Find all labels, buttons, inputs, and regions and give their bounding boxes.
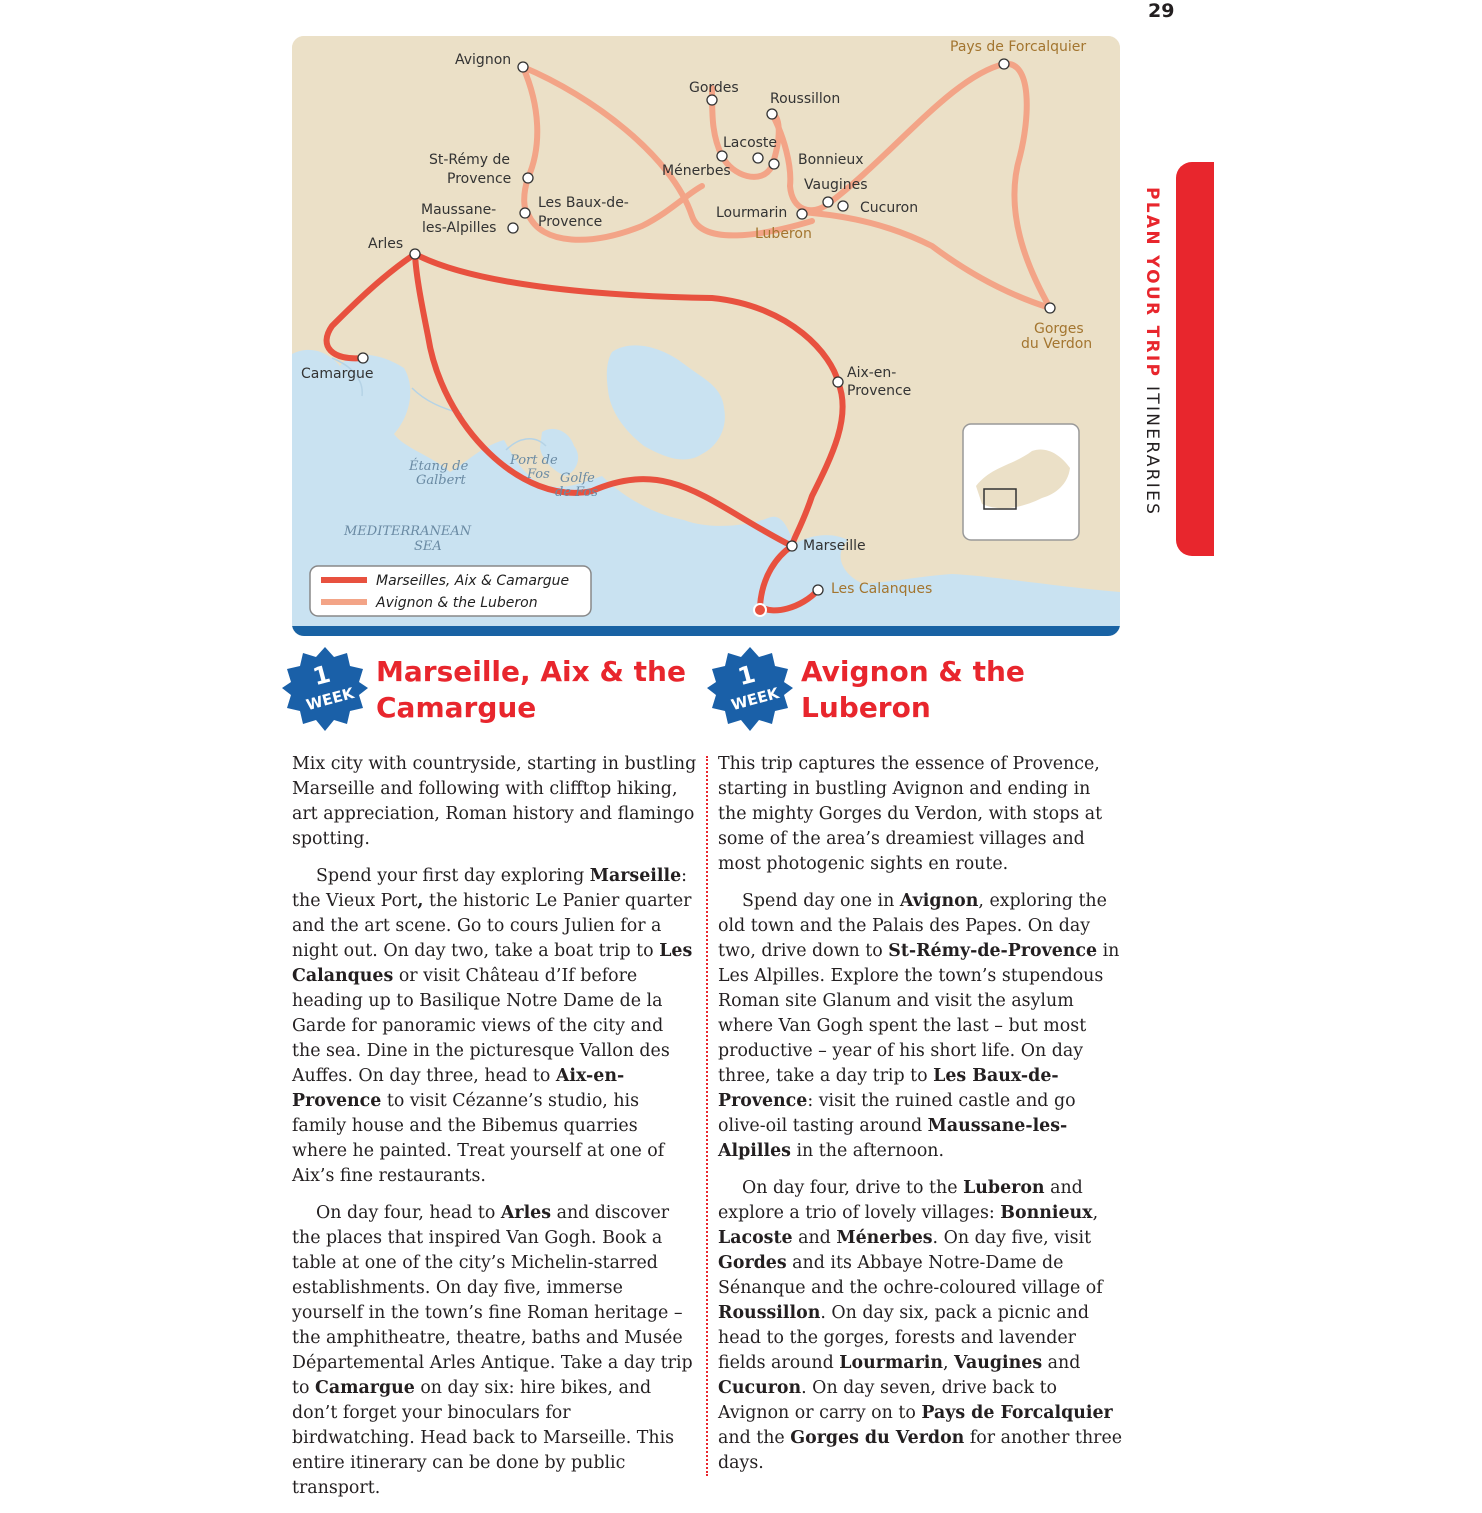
label-luberon: Luberon [755,226,812,242]
itinerary-2-title: Avignon & the Luberon [801,655,1025,724]
badge-number: 1 [309,659,334,692]
route-start-marker [754,604,766,616]
chapter-tab-secondary: ITINERARIES [1142,385,1162,517]
one-week-badge [707,645,793,731]
marker-camargue [358,353,368,363]
sea-label-line2: SEA [414,539,442,554]
marker-avignon [518,62,528,72]
itinerary-map [292,36,1120,636]
legend-item-avignon: Avignon & the Luberon [376,595,538,611]
label-st-remy-line1: St-Rémy de [429,152,511,168]
itinerary-1-body: Mix city with countryside, starting in bustling Marseille and following with clifftop hiking, art appreciation, Roman history and flamingo spotting. Spend your first day exploring Marseille: the Vieux Port, the historic Le Panier quarter and the art scene. Go to cours Julien for a night out. On day two, take a boat trip to Les Calanques or visit Château d’If before heading up to Basilique Notre Dame de la Garde for panoramic views of the city and the sea. Dine in the picturesque Vallon des Auffes. On day three, head to Aix-en-Provence to visit Cézanne’s studio, his family house and the Bibemus quarries where he painted. Treat yourself at one of Aix’s fine restaurants. On day four, head to Arles and discover the places that inspired Van Gogh. Book a table at one of the city’s Michelin-starred establishments. On day five, immerse yourself in the town’s fine Roman heritage – the amphitheatre, theatre, baths and Musée Départemental Arles Antique. Take a day trip to Camargue on day six: hire bikes, and don’t forget your binoculars for birdwatching. Head back to Marseille. This entire itinerary can be done by public transport. [292,754,697,1498]
sea-label-line1: MEDITERRANEAN [344,524,472,539]
label-gorges-line2: du Verdon [1021,336,1093,352]
label-cucuron: Cucuron [860,200,919,216]
marker-bonnieux [769,159,779,169]
label-maussane-line2: les-Alpilles [422,220,497,236]
port-label-line1: Port de [510,453,558,468]
marker-roussillon [767,109,777,119]
label-gorges-line1: Gorges [1034,321,1084,337]
map-legend [310,566,591,616]
label-forcalquier: Pays de Forcalquier [950,39,1087,55]
label-calanques: Les Calanques [831,581,933,597]
marker-gorges-du-verdon [1045,303,1055,313]
label-bonnieux: Bonnieux [798,152,864,168]
label-les-baux-line2: Provence [538,214,603,230]
etang-label-line1: Étang de [409,459,469,474]
golfe-label-line2: de Fos [555,485,598,500]
badge-unit: WEEK [729,684,781,715]
marker-les-baux [520,208,530,218]
marker-gordes [707,95,717,105]
marker-lacoste [753,153,763,163]
marker-marseille [787,541,797,551]
label-aix-line1: Aix-en- [847,365,897,381]
marker-lourmarin [797,209,807,219]
label-aix-line2: Provence [847,383,912,399]
label-st-remy-line2: Provence [447,171,512,187]
label-marseille: Marseille [803,538,866,554]
marker-arles [410,249,420,259]
marker-vaugines [823,197,833,207]
itinerary-1-title: Marseille, Aix & the Camargue [376,655,686,724]
one-week-badge [282,645,368,731]
locator-inset [963,424,1079,540]
label-maussane-line1: Maussane- [421,202,497,218]
label-lacoste: Lacoste [723,135,778,151]
page-number: 29 [1148,0,1175,22]
legend-item-marseille: Marseilles, Aix & Camargue [376,573,570,589]
label-vaugines: Vaugines [804,177,868,193]
label-les-baux-line1: Les Baux-de- [538,195,629,211]
label-menerbes: Ménerbes [662,163,731,179]
label-lourmarin: Lourmarin [716,205,788,221]
label-gordes: Gordes [689,80,739,96]
marker-menerbes [717,151,727,161]
chapter-tab [1176,162,1214,556]
etang-label-line2: Galbert [416,473,466,488]
label-camargue: Camargue [301,366,374,382]
golfe-label-line1: Golfe [560,471,595,486]
itinerary-2-body: This trip captures the essence of Provence, starting in bustling Avignon and ending in the mighty Gorges du Verdon, with stops at some of the area’s dreamiest villages and most photogenic sights en route. Spend day one in Avignon, exploring the old town and the Palais des Papes. On day two, drive down to St-Rémy-de-Provence in Les Alpilles. Explore the town’s stupendous Roman site Glanum and visit the asylum where Van Gogh spent the last – but most productive – year of his short life. On day three, take a day trip to Les Baux-de-Provence: visit the ruined castle and go olive-oil tasting around Maussane-les-Alpilles in the afternoon. On day four, drive to the Luberon and explore a trio of lovely villages: Bonnieux, Lacoste and Ménerbes. On day five, visit Gordes and its Abbaye Notre-Dame de Sénanque and the ochre-coloured village of Roussillon. On day six, pack a picnic and head to the gorges, forests and lavender fields around Lourmarin, Vaugines and Cucuron. On day seven, drive back to Avignon or carry on to Pays de Forcalquier and the Gorges du Verdon for another three days. [718,754,1123,1473]
label-roussillon: Roussillon [770,91,841,107]
marker-maussane [508,223,518,233]
marker-cucuron [838,201,848,211]
badge-unit: WEEK [304,684,356,715]
badge-number: 1 [734,659,759,692]
marker-aix [833,377,843,387]
chapter-tab-label [1141,187,1163,517]
port-label-line2: Fos [527,467,550,482]
marker-forcalquier [999,59,1009,69]
marker-calanques [813,585,823,595]
label-avignon: Avignon [455,52,512,68]
column-divider [706,756,708,1476]
chapter-tab-primary: PLAN YOUR TRIP [1142,187,1162,379]
marker-st-remy [523,173,533,183]
label-arles: Arles [368,236,404,252]
